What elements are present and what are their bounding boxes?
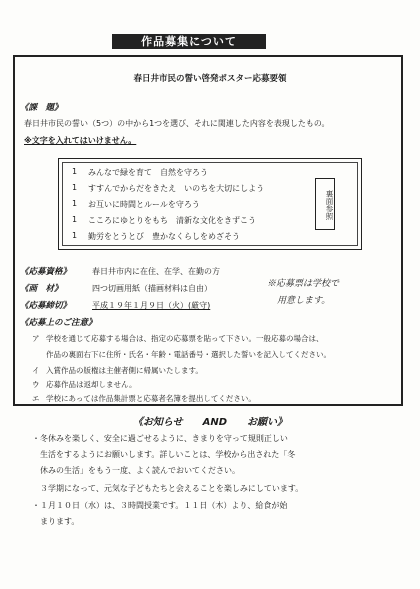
notice-line: 生活をするようにお願いします。詳しいことは、学校から出された「冬	[32, 450, 296, 459]
notice-line: 休みの生活」をもう一度、よく読んでおいてください。	[32, 466, 240, 475]
theme-text: 春日井市民の誓い（5つ）の中から1つを選び、それに関連した内容を表現したもの。	[24, 119, 330, 128]
note-text: 学校を通じて応募する場合は、指定の応募票を貼って下さい。一般応募の場合は、	[46, 334, 324, 343]
deadline-value: 平成１９年１月９日（火）(厳守)	[92, 301, 211, 310]
note-mark: イ	[32, 366, 40, 375]
note-text: 入賞作品の版権は主催者側に帰属いたします。	[46, 366, 203, 375]
theme-item: こころにゆとりをもち 清新な文化をきずこう	[88, 216, 256, 225]
handwritten-note-line-2: 用意します。	[277, 296, 331, 306]
deadline-label: 《応募締切》	[20, 301, 72, 311]
page-heading-banner: 作品募集について	[112, 34, 266, 49]
eligibility-label: 《応募資格》	[20, 267, 72, 277]
notice-title: 《お知らせ AND お願い》	[132, 417, 288, 428]
material-label: 《画 材》	[20, 284, 63, 294]
theme-item-number: 1	[72, 231, 78, 240]
see-reverse-label: 裏面参照	[315, 178, 335, 230]
note-text: 学校にあっては作品集計票と応募者名簿を提出してください。	[46, 394, 256, 403]
theme-item-number: 1	[72, 199, 78, 208]
theme-item-number: 1	[72, 183, 78, 192]
note-text: 作品の裏面右下に住所・氏名・年齢・電話番号・選択した誓いを記入してください。	[46, 350, 331, 359]
material-value: 四つ切画用紙（描画材料は自由）	[92, 284, 212, 293]
note-mark: ウ	[32, 380, 40, 389]
note-mark: エ	[32, 394, 40, 403]
notice-line: ３学期になって、元気な子どもたちと会えることを楽しみにしています。	[32, 484, 304, 493]
notes-heading: 《応募上のご注意》	[20, 318, 97, 328]
guide-title: 春日井市民の誓い啓発ポスター応募要領	[133, 74, 287, 84]
note-mark: ア	[32, 334, 40, 343]
theme-item-number: 1	[72, 167, 78, 176]
eligibility-value: 春日井市内に在住、在学、在勤の方	[92, 267, 220, 276]
note-text: 応募作品は返却しません。	[46, 380, 137, 389]
theme-item: お互いに時間とルールを守ろう	[88, 200, 200, 209]
theme-item: みんなで緑を育て 自然を守ろう	[88, 168, 208, 177]
theme-item: 勤労をとうとび 豊かなくらしをめざそう	[88, 232, 240, 241]
theme-item: すすんでからだをきたえ いのちを大切にしよう	[88, 184, 265, 193]
notice-line: ・１月１０日（水）は、３時間授業です。１１日（木）より、給食が始	[32, 501, 288, 510]
handwritten-note-line-1: ※応募票は学校で	[267, 279, 340, 289]
theme-heading: 《課 題》	[20, 103, 63, 113]
warning-text: ※文字を入れてはいけません。	[24, 136, 137, 145]
notice-line: まります。	[32, 517, 80, 526]
theme-item-number: 1	[72, 215, 78, 224]
notice-line: ・冬休みを楽しく、安全に過ごせるように、きまりを守って規則正しい	[32, 434, 288, 443]
